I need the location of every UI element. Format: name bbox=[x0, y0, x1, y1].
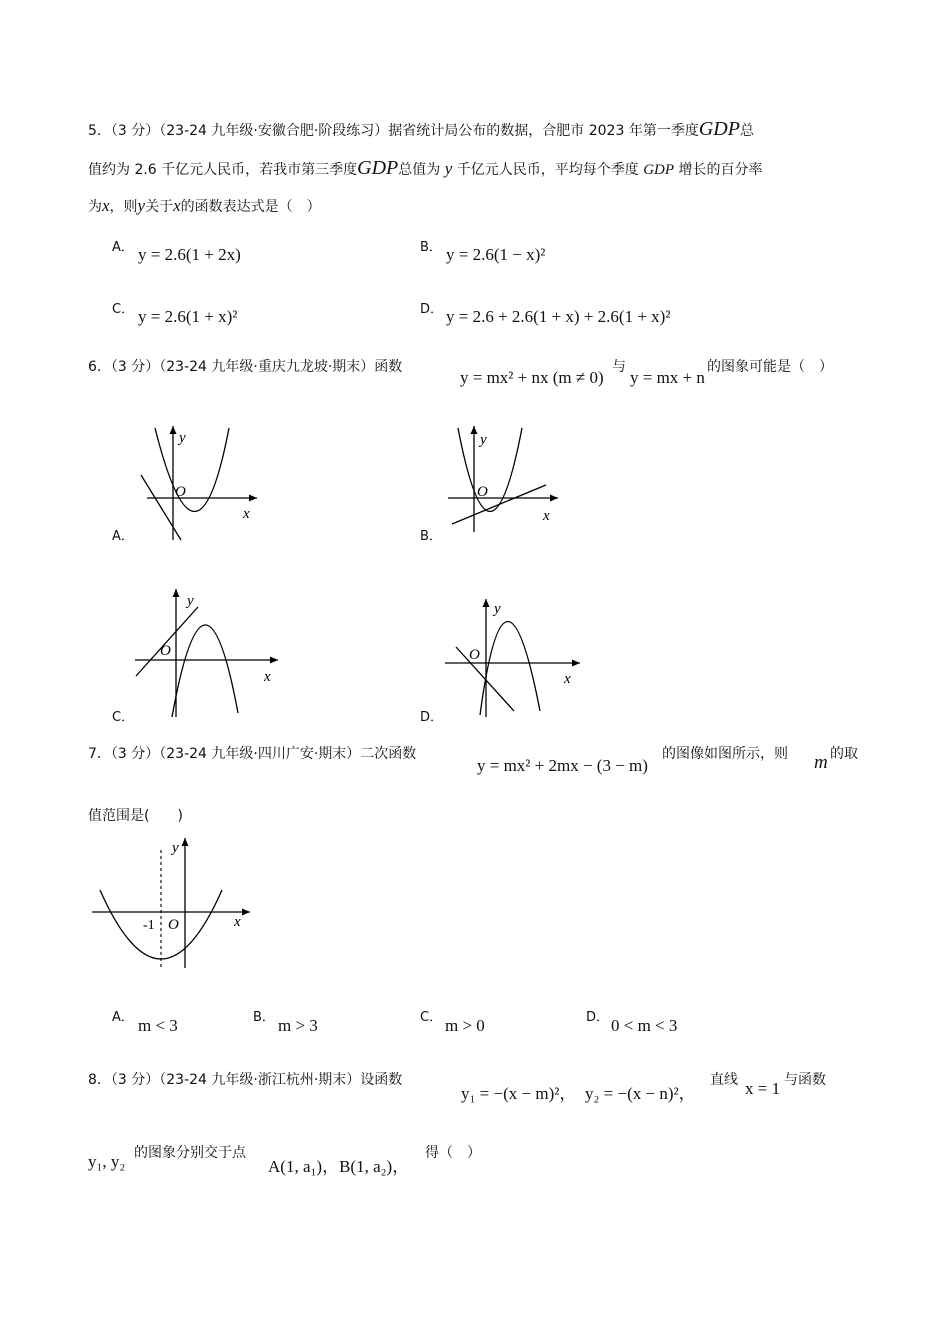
q8-stem-c: 与函数 bbox=[784, 1072, 826, 1088]
q6-option-a-label[interactable]: A． bbox=[112, 529, 134, 544]
q5-option-d-label[interactable]: D． bbox=[420, 302, 444, 317]
q7-x-label: x bbox=[234, 914, 241, 930]
q8-points: A(1, a₁)，B(1, a₂)， bbox=[268, 1157, 410, 1176]
q5-option-c[interactable]: y = 2.6(1 + x)² bbox=[138, 307, 238, 326]
q7-option-b[interactable]: m > 3 bbox=[278, 1016, 318, 1035]
q7-stem-c: 的取 bbox=[830, 746, 858, 762]
q7-option-d-label[interactable]: D． bbox=[586, 1010, 610, 1025]
q6-a-x-label: x bbox=[243, 506, 250, 522]
q6-graph-a[interactable] bbox=[125, 420, 265, 545]
q6-formula-1: y = mx² + nx (m ≠ 0) bbox=[460, 368, 604, 387]
q7-option-c-label[interactable]: C． bbox=[420, 1010, 443, 1025]
q6-stem-a: 6．（3 分）（23-24 九年级·重庆九龙坡·期末）函数 bbox=[88, 359, 403, 375]
q8-stem-a: 8．（3 分）（23-24 九年级·浙江杭州·期末）设函数 bbox=[88, 1072, 403, 1088]
q8-function-1: y₁ = −(x − m)²， bbox=[461, 1084, 577, 1103]
q5-option-d[interactable]: y = 2.6 + 2.6(1 + x) + 2.6(1 + x)² bbox=[446, 307, 671, 326]
q6-stem-c: 的图象可能是（ ） bbox=[707, 359, 833, 375]
q5-x-var: x bbox=[102, 196, 110, 215]
q8-line-x: x = 1 bbox=[745, 1079, 781, 1098]
q5-x-var-2: x bbox=[173, 196, 181, 215]
q6-graph-d[interactable] bbox=[440, 595, 585, 720]
q7-stem-a: 7．（3 分）（23-24 九年级·四川广安·期末）二次函数 bbox=[88, 746, 417, 762]
q5-stem-line3-d: 的函数表达式是（ ） bbox=[180, 199, 321, 215]
q6-d-y-label: y bbox=[494, 601, 501, 617]
q8-stem-line2-b: 的图象分别交于点 bbox=[134, 1145, 246, 1161]
q7-option-d[interactable]: 0 < m < 3 bbox=[611, 1016, 678, 1035]
q8-stem-b: 直线 bbox=[710, 1072, 738, 1088]
q8-stem-line2-c: 得（ ） bbox=[425, 1145, 481, 1161]
q7-y-label: y bbox=[172, 840, 179, 856]
q5-gdp-symbol-2: GDP bbox=[357, 157, 399, 179]
q5-option-b[interactable]: y = 2.6(1 − x)² bbox=[446, 245, 546, 264]
q6-b-origin: O bbox=[477, 484, 488, 500]
q5-stem-line3-a: 为 bbox=[88, 199, 102, 215]
q6-b-x-label: x bbox=[543, 508, 550, 524]
q7-option-a-label[interactable]: A． bbox=[112, 1010, 134, 1025]
q7-option-b-label[interactable]: B． bbox=[253, 1010, 275, 1025]
q6-graph-b[interactable] bbox=[430, 420, 570, 535]
q5-stem-line3-b: ，则 bbox=[109, 199, 138, 215]
q5-option-c-label[interactable]: C． bbox=[112, 302, 135, 317]
q7-neg-one-label: -1 bbox=[143, 918, 155, 933]
q7-formula: y = mx² + 2mx − (3 − m) bbox=[477, 756, 648, 775]
q5-stem-line2-a: 值约为 2.6 千亿元人民币，若我市第三季度 bbox=[88, 162, 358, 178]
q5-option-b-label[interactable]: B． bbox=[420, 240, 442, 255]
q7-stem-line2: 值范围是( ) bbox=[88, 808, 183, 824]
q5-stem-part2: 总 bbox=[739, 123, 754, 139]
q7-option-a[interactable]: m < 3 bbox=[138, 1016, 178, 1035]
q5-stem-line2-d: 增长的百分率 bbox=[678, 162, 763, 178]
q6-d-x-label: x bbox=[564, 671, 571, 687]
q6-b-y-label: y bbox=[480, 432, 487, 448]
q6-c-y-label: y bbox=[187, 593, 194, 609]
q6-a-origin: O bbox=[175, 484, 186, 500]
q6-c-origin: O bbox=[160, 643, 171, 659]
q7-option-c[interactable]: m > 0 bbox=[445, 1016, 485, 1035]
q5-gdp-symbol: GDP bbox=[698, 118, 740, 140]
q7-origin: O bbox=[168, 917, 179, 933]
q6-option-c-label[interactable]: C． bbox=[112, 710, 135, 725]
q5-stem-line2-c: 千亿元人民币，平均每个季度 bbox=[456, 162, 639, 178]
q7-stem-b: 的图像如图所示，则 bbox=[662, 746, 788, 762]
q6-c-x-label: x bbox=[264, 669, 271, 685]
q5-option-a-label[interactable]: A． bbox=[112, 240, 134, 255]
q7-m-var: m bbox=[814, 752, 828, 773]
q5-y-var: y bbox=[444, 159, 453, 178]
q6-option-d-label[interactable]: D． bbox=[420, 710, 444, 725]
q5-y-var-2: y bbox=[137, 196, 146, 215]
q5-stem-part1: 5．（3 分）（23-24 九年级·安徽合肥·阶段练习）据省统计局公布的数据，合肥市 2023 年第一季度 bbox=[88, 123, 699, 139]
q6-d-origin: O bbox=[469, 647, 480, 663]
q8-y1-y2: y₁, y₂ bbox=[88, 1152, 126, 1171]
q6-option-b-label[interactable]: B． bbox=[420, 529, 442, 544]
q5-stem-line3-c: 关于 bbox=[145, 199, 174, 215]
q6-formula-2: y = mx + n bbox=[630, 368, 705, 387]
q5-gdp-small: GDP bbox=[643, 162, 675, 178]
q7-graph bbox=[88, 830, 258, 970]
q6-a-y-label: y bbox=[179, 430, 186, 446]
q8-function-2: y₂ = −(x − n)²， bbox=[585, 1084, 696, 1103]
q5-stem-line2-b: 总值为 bbox=[398, 162, 441, 178]
q6-graph-c[interactable] bbox=[130, 585, 280, 720]
q5-option-a[interactable]: y = 2.6(1 + 2x) bbox=[138, 245, 241, 264]
q6-stem-b: 与 bbox=[612, 359, 626, 375]
